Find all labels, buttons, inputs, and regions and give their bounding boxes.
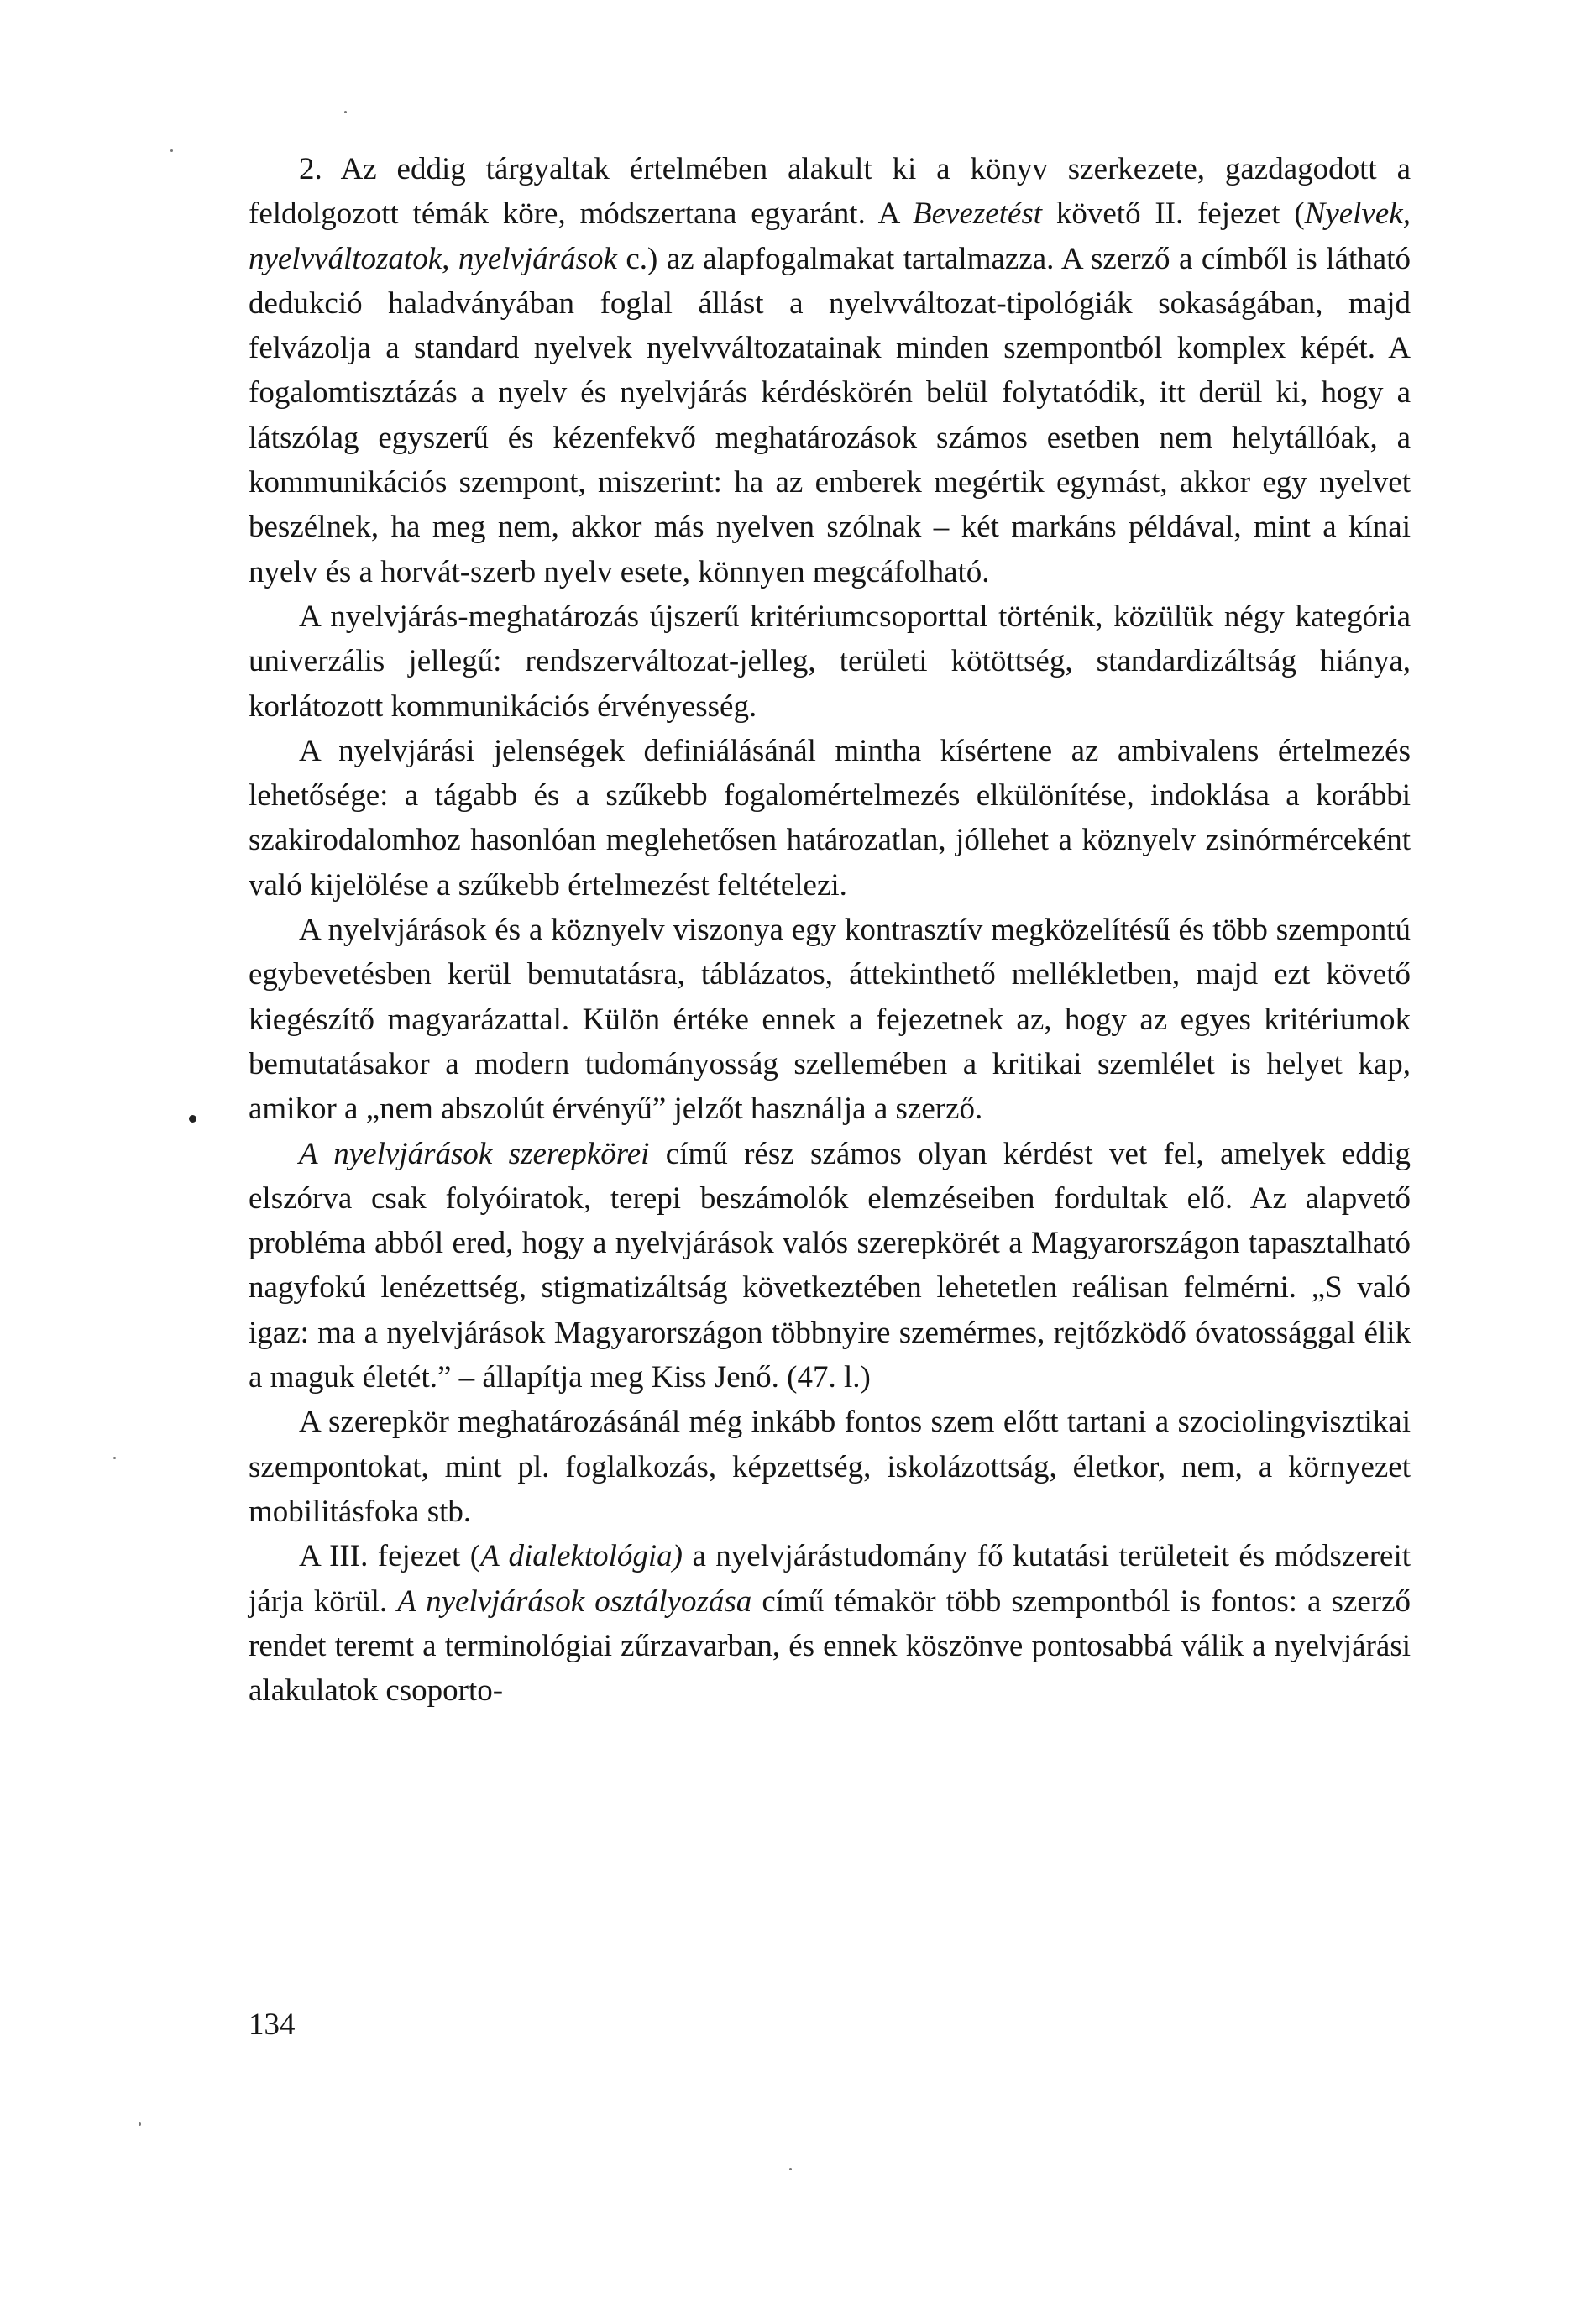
text-run: követő II. fejezet ( (1042, 196, 1305, 232)
scan-speck (113, 1457, 116, 1459)
italic-title-run: A nyelvjárások szerepkörei (299, 1136, 650, 1171)
italic-title-run: Nyelvek, nyelvváltozatok, nyelvjárások (249, 196, 1411, 276)
scan-speck (170, 149, 173, 152)
text-run: A nyelvjárás-meghatározás újszerű kritériumcsoporttal történik, közülük négy kategória univerzális jellegű: rendszerváltozat-jelleg, területi kötöttség, standardizáltság hiánya, korlátozott kommunikációs érvényesség. (249, 599, 1411, 724)
paragraph (249, 1132, 1411, 1400)
paragraph (249, 1400, 1411, 1534)
margin-dot-mark (189, 1115, 196, 1123)
text-run: című rész számos olyan kérdést vet fel, amelyek eddig elszórva csak folyóiratok, terepi beszámolók elemzéseiben fordultak elő. Az alapvető probléma abból ered, hogy a nyelvjárások valós szerepkörét a Magyarországon tapasztalható nagyfokú lenézettség, stigmatizáltság következtében lehetetlen reálisan felmérni. „S való igaz: ma a nyelvjárások Magyarországon többnyire szemérmes, rejtőzködő óvatossággal élik a maguk életét.” – állapítja meg Kiss Jenő. (47. l.) (249, 1136, 1411, 1395)
text-run: 2. Az eddig tárgyaltak értelmében alakult ki a könyv szerkezete, gazdagodott a feldolgozott témák köre, módszertana egyaránt. A (249, 152, 1411, 232)
text-run: A nyelvjárások és a köznyelv viszonya egy kontrasztív megközelítésű és több szempontú egybevetésben kerül bemutatásra, táblázatos, áttekinthető mellékletben, majd ezt követő kiegészítő magyarázattal. Külön értéke ennek a fejezetnek az, hogy az egyes kritériumok bemutatásakor a modern tudományosság szellemében a kritikai szemlélet is helyet kap, amikor a „nem abszolút érvényű” jelzőt használja a szerző. (249, 913, 1411, 1127)
italic-title-run: A nyelvjárások osztályozása (397, 1583, 752, 1619)
text-run: A szerepkör meghatározásánál még inkább fontos szem előtt tartani a szociolingvisztikai szempontokat, mint pl. foglalkozás, képzettség, iskolázottság, életkor, nem, a környezet mobilitásfoka stb. (249, 1405, 1411, 1529)
paragraph (249, 147, 1411, 594)
paragraph (249, 729, 1411, 908)
paragraph (249, 908, 1411, 1131)
page-number: 134 (249, 2007, 296, 2042)
text-run: A III. fejezet ( (299, 1539, 481, 1574)
body-text (249, 147, 1411, 1713)
paragraph (249, 1534, 1411, 1713)
scan-speck (139, 2122, 141, 2126)
paragraph (249, 594, 1411, 729)
scan-speck (789, 2168, 792, 2170)
scan-speck (344, 111, 347, 113)
text-run: a nyelvjárástudomány fő kutatási területeit és módszereit járja körül. (249, 1539, 1411, 1619)
italic-title-run: Bevezetést (913, 196, 1043, 232)
text-run: című témakör több szempontból is fontos: a szerző rendet teremt a terminológiai zűrzavarban, és ennek köszönve pontosabbá válik a nyelvjárási alakulatok csoporto- (249, 1583, 1411, 1709)
text-run: c.) az alapfogalmakat tartalmazza. A szerző a címből is látható dedukció haladványában foglal állást a nyelvváltozat-tipológiák sokaságában, majd felvázolja a standard nyelvek nyelvváltozatainak minden szempontból komplex képét. A fogalomtisztázás a nyelv és nyelvjárás kérdéskörén belül folytatódik, itt derül ki, hogy a látszólag egyszerű és kézenfekvő meghatározások számos esetben nem helytállóak, a kommunikációs szempont, miszerint: ha az emberek megértik egymást, akkor egy nyelvet beszélnek, ha meg nem, akkor más nyelven szólnak – két markáns példával, mint a kínai nyelv és a horvát-szerb nyelv esete, könnyen megcáfolható. (249, 241, 1411, 589)
italic-title-run: A dialektológia) (480, 1539, 683, 1574)
text-run: A nyelvjárási jelenségek definiálásánál mintha kísértene az ambivalens értelmezés lehetősége: a tágabb és a szűkebb fogalomértelmezés elkülönítése, indoklása a korábbi szakirodalomhoz hasonlóan meglehetősen határozatlan, jóllehet a köznyelv zsinórmérceként való kijelölése a szűkebb értelmezést feltételezi. (249, 733, 1411, 903)
